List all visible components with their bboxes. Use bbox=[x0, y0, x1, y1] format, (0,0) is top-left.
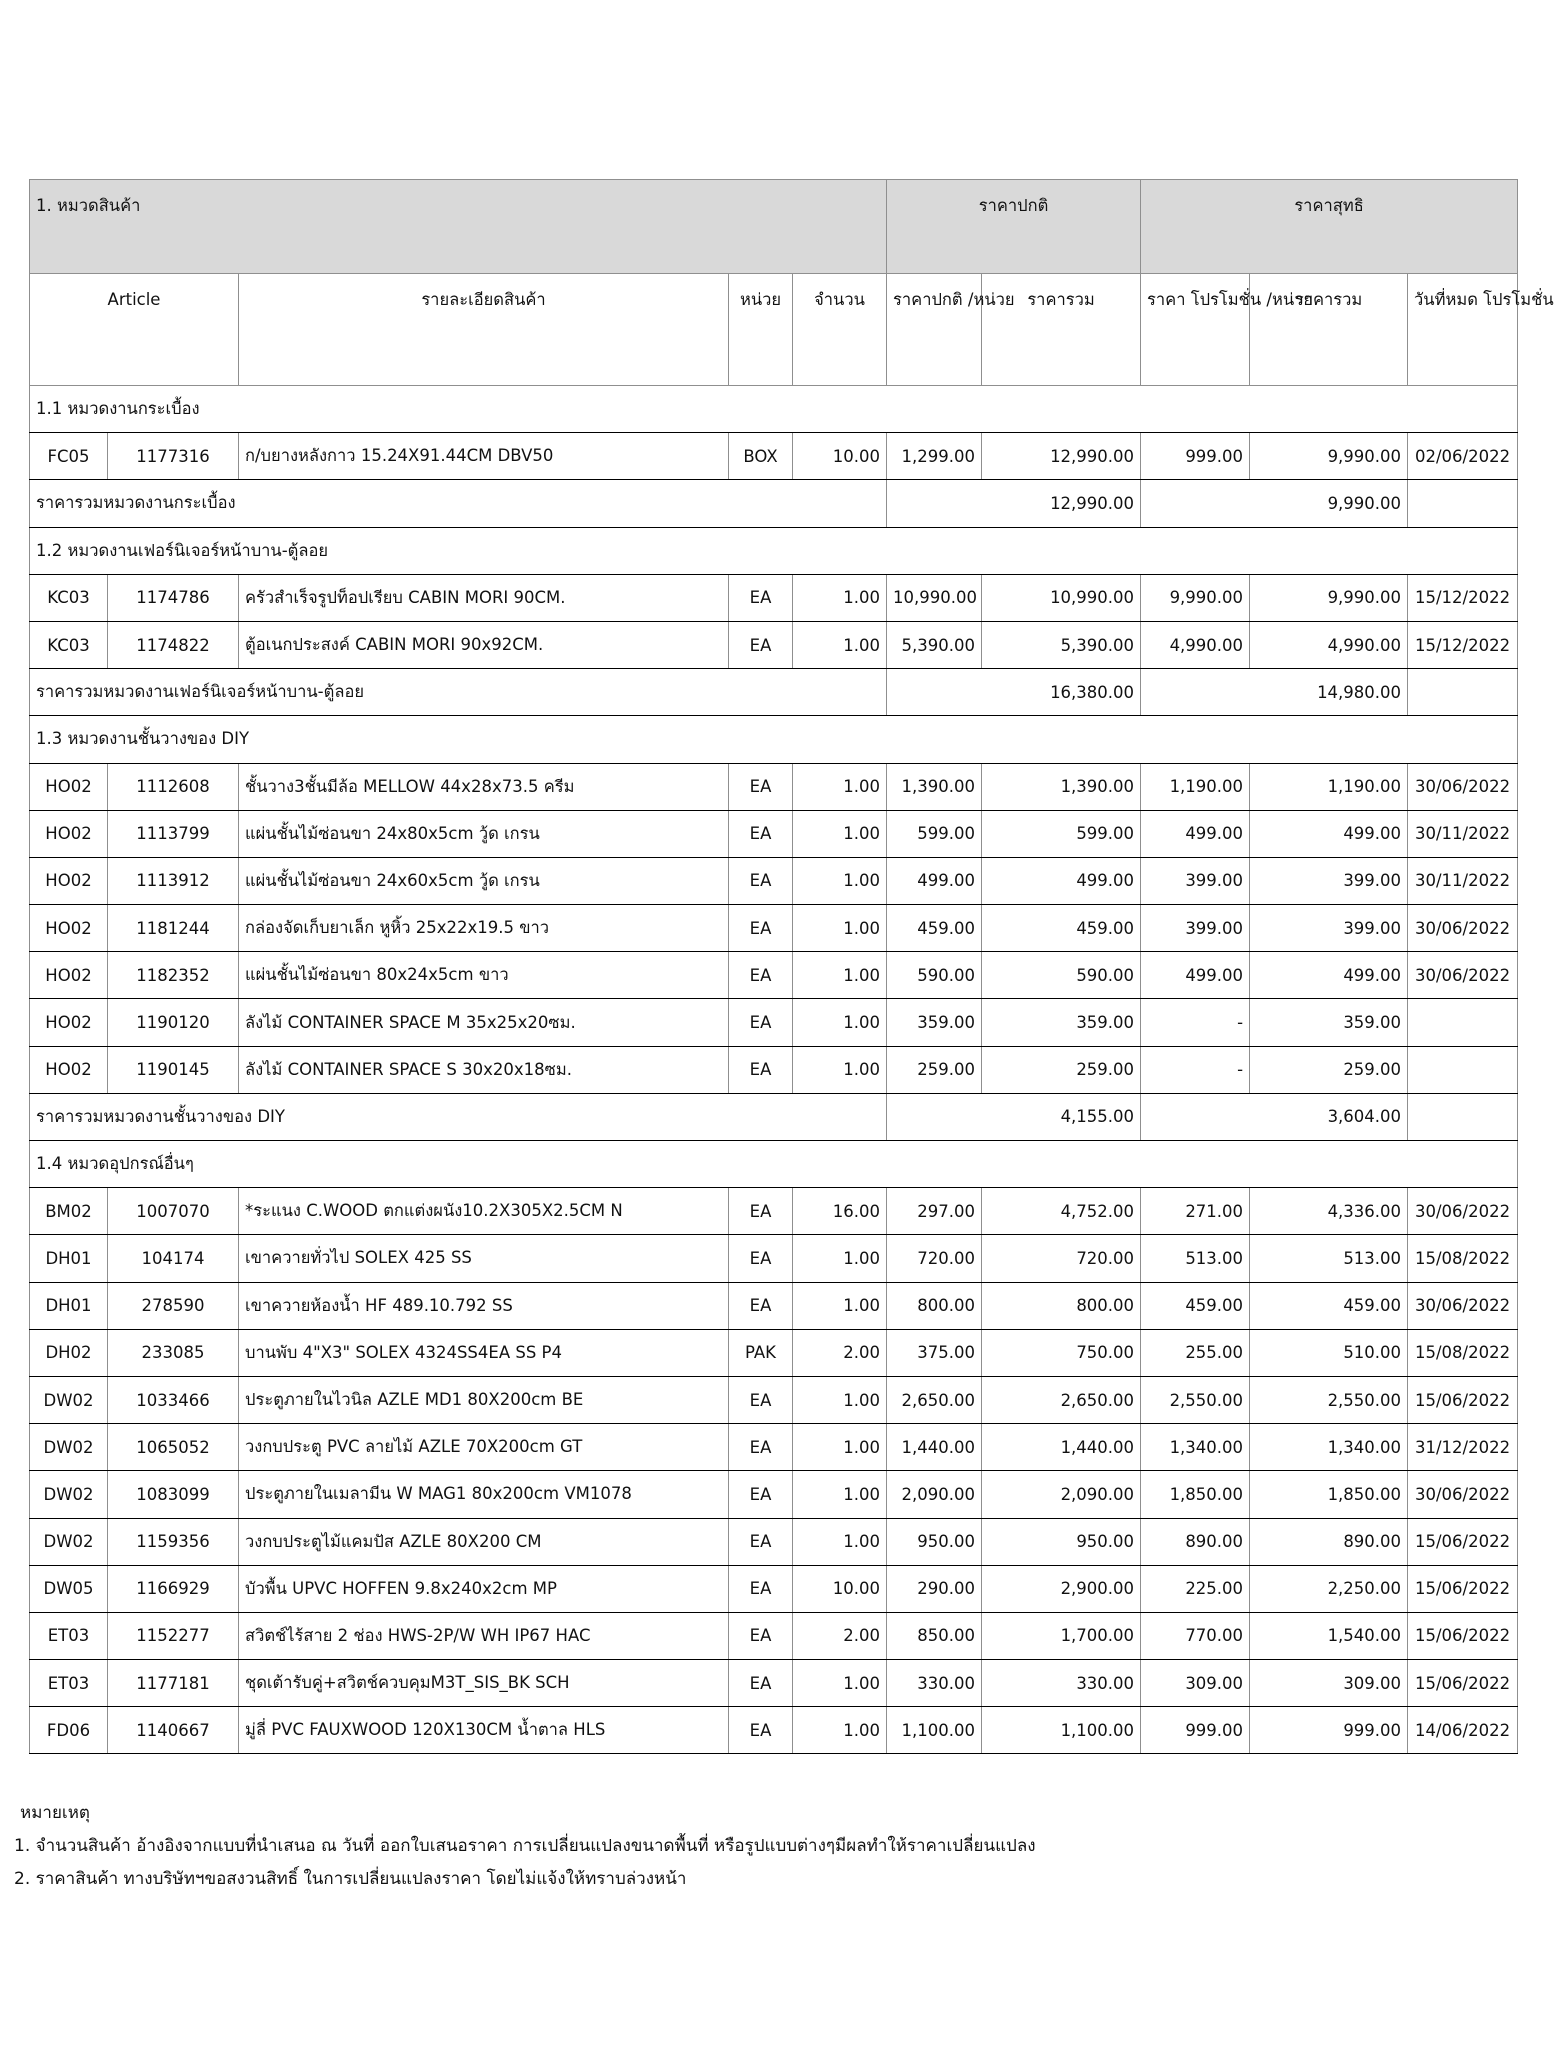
subtotal-empty bbox=[1408, 669, 1518, 716]
cell-total: 499.00 bbox=[982, 857, 1141, 904]
cell-total: 10,990.00 bbox=[982, 574, 1141, 621]
cell-promo-total: 510.00 bbox=[1250, 1329, 1408, 1376]
cell-total: 1,700.00 bbox=[982, 1612, 1141, 1659]
cell-article: 1152277 bbox=[108, 1612, 239, 1659]
cell-article: 1174786 bbox=[108, 574, 239, 621]
col-total-header: ราคารวม bbox=[982, 274, 1141, 386]
cell-promo-price: 890.00 bbox=[1141, 1518, 1250, 1565]
note-item: 1. จำนวนสินค้า อ้างอิงจากแบบที่นำเสนอ ณ วันที่ ออกใบเสนอราคา การเปลี่ยนแปลงขนาดพื้นที่ หรือรูปแบบต่างๆมีผลทำให้ราคาเปลี่ยนแปลง bbox=[14, 1836, 1036, 1856]
cell-unit-price: 499.00 bbox=[887, 857, 982, 904]
table-row bbox=[30, 1282, 1518, 1329]
cell-promo-total: 9,990.00 bbox=[1250, 574, 1408, 621]
cell-unit-price: 290.00 bbox=[887, 1565, 982, 1612]
cell-unit-price: 590.00 bbox=[887, 952, 982, 999]
col-qty-header: จำนวน bbox=[793, 274, 887, 386]
cell-qty: 10.00 bbox=[793, 1565, 887, 1612]
cell-unit-price: 2,650.00 bbox=[887, 1376, 982, 1423]
cell-description: ก/บยางหลังกาว 15.24X91.44CM DBV50 bbox=[239, 433, 729, 480]
cell-article: 1177316 bbox=[108, 433, 239, 480]
table-row bbox=[30, 763, 1518, 810]
col-promo-total-header: ราคารวม bbox=[1250, 274, 1408, 386]
cell-unit: EA bbox=[729, 952, 793, 999]
cell-description: แผ่นชั้นไม้ซ่อนขา 24x60x5cm วู้ด เกรน bbox=[239, 857, 729, 904]
cell-promo-end: 15/06/2022 bbox=[1408, 1518, 1518, 1565]
cell-promo-price: 513.00 bbox=[1141, 1235, 1250, 1282]
section-title: 1.4 หมวดอุปกรณ์อื่นๆ bbox=[30, 1141, 1518, 1188]
cell-article: 1174822 bbox=[108, 621, 239, 668]
section-header-row bbox=[30, 716, 1518, 763]
cell-unit: BOX bbox=[729, 433, 793, 480]
cell-promo-end bbox=[1408, 999, 1518, 1046]
cell-promo-end: 15/08/2022 bbox=[1408, 1329, 1518, 1376]
cell-article: 1140667 bbox=[108, 1707, 239, 1754]
cell-article: 1033466 bbox=[108, 1376, 239, 1423]
cell-group: HO02 bbox=[30, 810, 108, 857]
cell-promo-end: 15/12/2022 bbox=[1408, 574, 1518, 621]
cell-group: HO02 bbox=[30, 952, 108, 999]
cell-unit: EA bbox=[729, 1518, 793, 1565]
cell-unit: EA bbox=[729, 574, 793, 621]
cell-promo-end: 15/06/2022 bbox=[1408, 1565, 1518, 1612]
cell-unit: EA bbox=[729, 1376, 793, 1423]
table-row bbox=[30, 1707, 1518, 1754]
cell-group: HO02 bbox=[30, 999, 108, 1046]
cell-promo-price: 1,190.00 bbox=[1141, 763, 1250, 810]
cell-article: 1113799 bbox=[108, 810, 239, 857]
cell-description: มู่ลี่ PVC FAUXWOOD 120X130CM น้ำตาล HLS bbox=[239, 1707, 729, 1754]
subtotal-empty bbox=[1408, 1093, 1518, 1140]
table-row bbox=[30, 857, 1518, 904]
cell-qty: 1.00 bbox=[793, 1046, 887, 1093]
cell-qty: 1.00 bbox=[793, 905, 887, 952]
cell-promo-end: 15/06/2022 bbox=[1408, 1376, 1518, 1423]
cell-promo-total: 513.00 bbox=[1250, 1235, 1408, 1282]
cell-promo-price: 271.00 bbox=[1141, 1188, 1250, 1235]
cell-promo-end: 15/08/2022 bbox=[1408, 1235, 1518, 1282]
cell-qty: 1.00 bbox=[793, 1424, 887, 1471]
category-title: 1. หมวดสินค้า bbox=[30, 180, 887, 274]
cell-description: สวิตช์ไร้สาย 2 ช่อง HWS-2P/W WH IP67 HAC bbox=[239, 1612, 729, 1659]
cell-group: DH02 bbox=[30, 1329, 108, 1376]
cell-promo-price: 999.00 bbox=[1141, 1707, 1250, 1754]
table-row bbox=[30, 621, 1518, 668]
section-header-row bbox=[30, 1141, 1518, 1188]
cell-unit-price: 1,100.00 bbox=[887, 1707, 982, 1754]
cell-unit: EA bbox=[729, 621, 793, 668]
cell-description: *ระแนง C.WOOD ตกแต่งผนัง10.2X305X2.5CM N bbox=[239, 1188, 729, 1235]
cell-unit-price: 720.00 bbox=[887, 1235, 982, 1282]
cell-qty: 1.00 bbox=[793, 1518, 887, 1565]
cell-unit: EA bbox=[729, 1612, 793, 1659]
cell-promo-total: 890.00 bbox=[1250, 1518, 1408, 1565]
cell-unit: EA bbox=[729, 1046, 793, 1093]
cell-promo-price: 999.00 bbox=[1141, 433, 1250, 480]
subtotal-label: ราคารวมหมวดงานเฟอร์นิเจอร์หน้าบาน-ตู้ลอย bbox=[30, 669, 887, 716]
cell-promo-total: 1,190.00 bbox=[1250, 763, 1408, 810]
cell-qty: 1.00 bbox=[793, 810, 887, 857]
table-row bbox=[30, 1188, 1518, 1235]
cell-promo-end: 02/06/2022 bbox=[1408, 433, 1518, 480]
cell-description: ชั้นวาง3ชั้นมีล้อ MELLOW 44x28x73.5 ครีม bbox=[239, 763, 729, 810]
cell-qty: 1.00 bbox=[793, 574, 887, 621]
col-unit-header: หน่วย bbox=[729, 274, 793, 386]
cell-description: วงกบประตูไม้แคมปัส AZLE 80X200 CM bbox=[239, 1518, 729, 1565]
cell-promo-total: 4,990.00 bbox=[1250, 621, 1408, 668]
cell-promo-total: 1,340.00 bbox=[1250, 1424, 1408, 1471]
notes bbox=[14, 1797, 1036, 1896]
cell-group: DW02 bbox=[30, 1471, 108, 1518]
cell-unit-price: 375.00 bbox=[887, 1329, 982, 1376]
table-row bbox=[30, 1376, 1518, 1423]
cell-total: 12,990.00 bbox=[982, 433, 1141, 480]
cell-promo-price: 499.00 bbox=[1141, 810, 1250, 857]
cell-article: 1159356 bbox=[108, 1518, 239, 1565]
col-description-header: รายละเอียดสินค้า bbox=[239, 274, 729, 386]
cell-total: 750.00 bbox=[982, 1329, 1141, 1376]
cell-unit-price: 1,390.00 bbox=[887, 763, 982, 810]
subtotal-total: 12,990.00 bbox=[887, 480, 1141, 527]
cell-article: 1113912 bbox=[108, 857, 239, 904]
cell-article: 1166929 bbox=[108, 1565, 239, 1612]
subtotal-total: 16,380.00 bbox=[887, 669, 1141, 716]
cell-unit: EA bbox=[729, 810, 793, 857]
cell-description: ประตูภายในเมลามีน W MAG1 80x200cm VM1078 bbox=[239, 1471, 729, 1518]
cell-group: DW02 bbox=[30, 1424, 108, 1471]
cell-promo-end: 30/06/2022 bbox=[1408, 763, 1518, 810]
cell-article: 278590 bbox=[108, 1282, 239, 1329]
cell-article: 1182352 bbox=[108, 952, 239, 999]
subtotal-row bbox=[30, 1093, 1518, 1140]
cell-unit: EA bbox=[729, 1565, 793, 1612]
cell-group: DH01 bbox=[30, 1235, 108, 1282]
cell-total: 1,390.00 bbox=[982, 763, 1141, 810]
cell-unit: EA bbox=[729, 1660, 793, 1707]
table-row bbox=[30, 952, 1518, 999]
cell-total: 1,100.00 bbox=[982, 1707, 1141, 1754]
cell-promo-total: 9,990.00 bbox=[1250, 433, 1408, 480]
cell-total: 4,752.00 bbox=[982, 1188, 1141, 1235]
subtotal-empty bbox=[1408, 480, 1518, 527]
cell-group: DW02 bbox=[30, 1518, 108, 1565]
cell-total: 590.00 bbox=[982, 952, 1141, 999]
col-article-header: Article bbox=[30, 274, 239, 386]
quotation-table bbox=[29, 179, 1554, 1754]
cell-promo-total: 1,540.00 bbox=[1250, 1612, 1408, 1659]
cell-unit: EA bbox=[729, 1188, 793, 1235]
table-row bbox=[30, 1565, 1518, 1612]
cell-group: ET03 bbox=[30, 1612, 108, 1659]
table-row bbox=[30, 1235, 1518, 1282]
cell-article: 1007070 bbox=[108, 1188, 239, 1235]
cell-group: DW02 bbox=[30, 1376, 108, 1423]
cell-total: 950.00 bbox=[982, 1518, 1141, 1565]
cell-article: 1083099 bbox=[108, 1471, 239, 1518]
cell-qty: 1.00 bbox=[793, 999, 887, 1046]
subtotal-row bbox=[30, 480, 1518, 527]
cell-unit-price: 1,440.00 bbox=[887, 1424, 982, 1471]
note-item: 2. ราคาสินค้า ทางบริษัทฯขอสงวนสิทธิ์ ในการเปลี่ยนแปลงราคา โดยไม่แจ้งให้ทราบล่วงหน้า bbox=[14, 1869, 687, 1889]
cell-description: แผ่นชั้นไม้ซ่อนขา 24x80x5cm วู้ด เกรน bbox=[239, 810, 729, 857]
cell-group: HO02 bbox=[30, 1046, 108, 1093]
cell-unit: EA bbox=[729, 857, 793, 904]
cell-promo-price: 1,340.00 bbox=[1141, 1424, 1250, 1471]
cell-unit-price: 459.00 bbox=[887, 905, 982, 952]
cell-unit: EA bbox=[729, 1471, 793, 1518]
cell-promo-end: 30/06/2022 bbox=[1408, 1471, 1518, 1518]
cell-promo-price: 2,550.00 bbox=[1141, 1376, 1250, 1423]
cell-promo-total: 399.00 bbox=[1250, 905, 1408, 952]
cell-description: เขาควายห้องน้ำ HF 489.10.792 SS bbox=[239, 1282, 729, 1329]
cell-description: ครัวสำเร็จรูปท็อปเรียบ CABIN MORI 90CM. bbox=[239, 574, 729, 621]
cell-promo-price: - bbox=[1141, 1046, 1250, 1093]
cell-unit: PAK bbox=[729, 1329, 793, 1376]
cell-promo-total: 4,336.00 bbox=[1250, 1188, 1408, 1235]
cell-promo-total: 2,550.00 bbox=[1250, 1376, 1408, 1423]
section-title: 1.2 หมวดงานเฟอร์นิเจอร์หน้าบาน-ตู้ลอย bbox=[30, 527, 1518, 574]
cell-group: KC03 bbox=[30, 621, 108, 668]
cell-group: HO02 bbox=[30, 857, 108, 904]
subtotal-promo-total: 14,980.00 bbox=[1141, 669, 1408, 716]
cell-total: 2,090.00 bbox=[982, 1471, 1141, 1518]
cell-unit-price: 359.00 bbox=[887, 999, 982, 1046]
cell-promo-total: 399.00 bbox=[1250, 857, 1408, 904]
cell-promo-price: 225.00 bbox=[1141, 1565, 1250, 1612]
cell-group: DH01 bbox=[30, 1282, 108, 1329]
cell-promo-end: 15/06/2022 bbox=[1408, 1612, 1518, 1659]
cell-promo-total: 359.00 bbox=[1250, 999, 1408, 1046]
cell-promo-total: 499.00 bbox=[1250, 810, 1408, 857]
cell-total: 459.00 bbox=[982, 905, 1141, 952]
cell-group: HO02 bbox=[30, 905, 108, 952]
cell-qty: 10.00 bbox=[793, 433, 887, 480]
cell-group: ET03 bbox=[30, 1660, 108, 1707]
col-unit-price-header: ราคาปกติ /หน่วย bbox=[887, 274, 982, 386]
cell-promo-price: - bbox=[1141, 999, 1250, 1046]
cell-promo-end: 30/06/2022 bbox=[1408, 1282, 1518, 1329]
cell-total: 259.00 bbox=[982, 1046, 1141, 1093]
cell-article: 104174 bbox=[108, 1235, 239, 1282]
cell-qty: 16.00 bbox=[793, 1188, 887, 1235]
net-price-group-header: ราคาสุทธิ bbox=[1141, 180, 1518, 274]
cell-unit-price: 950.00 bbox=[887, 1518, 982, 1565]
cell-description: ชุดเต้ารับคู่+สวิตช์ควบคุมM3T_SIS_BK SCH bbox=[239, 1660, 729, 1707]
cell-promo-total: 259.00 bbox=[1250, 1046, 1408, 1093]
table-row bbox=[30, 905, 1518, 952]
cell-unit-price: 297.00 bbox=[887, 1188, 982, 1235]
cell-description: ลังไม้ CONTAINER SPACE M 35x25x20ซม. bbox=[239, 999, 729, 1046]
cell-unit: EA bbox=[729, 763, 793, 810]
cell-unit-price: 10,990.00 bbox=[887, 574, 982, 621]
cell-promo-price: 255.00 bbox=[1141, 1329, 1250, 1376]
cell-total: 2,650.00 bbox=[982, 1376, 1141, 1423]
cell-promo-total: 499.00 bbox=[1250, 952, 1408, 999]
cell-promo-end: 15/06/2022 bbox=[1408, 1660, 1518, 1707]
cell-promo-price: 1,850.00 bbox=[1141, 1471, 1250, 1518]
cell-qty: 2.00 bbox=[793, 1329, 887, 1376]
cell-promo-end: 30/11/2022 bbox=[1408, 810, 1518, 857]
cell-qty: 1.00 bbox=[793, 1282, 887, 1329]
table-row bbox=[30, 1046, 1518, 1093]
cell-promo-end: 30/06/2022 bbox=[1408, 952, 1518, 999]
cell-unit-price: 259.00 bbox=[887, 1046, 982, 1093]
table-row bbox=[30, 999, 1518, 1046]
table-row bbox=[30, 433, 1518, 480]
cell-group: BM02 bbox=[30, 1188, 108, 1235]
cell-promo-end: 31/12/2022 bbox=[1408, 1424, 1518, 1471]
cell-promo-end: 14/06/2022 bbox=[1408, 1707, 1518, 1754]
table-row bbox=[30, 1660, 1518, 1707]
section-title: 1.1 หมวดงานกระเบื้อง bbox=[30, 386, 1518, 433]
cell-unit: EA bbox=[729, 1707, 793, 1754]
section-title: 1.3 หมวดงานชั้นวางของ DIY bbox=[30, 716, 1518, 763]
cell-article: 233085 bbox=[108, 1329, 239, 1376]
cell-unit-price: 599.00 bbox=[887, 810, 982, 857]
cell-promo-price: 4,990.00 bbox=[1141, 621, 1250, 668]
cell-group: FC05 bbox=[30, 433, 108, 480]
normal-price-group-header: ราคาปกติ bbox=[887, 180, 1141, 274]
cell-description: ตู้อเนกประสงค์ CABIN MORI 90x92CM. bbox=[239, 621, 729, 668]
cell-unit: EA bbox=[729, 905, 793, 952]
cell-group: HO02 bbox=[30, 763, 108, 810]
subtotal-promo-total: 3,604.00 bbox=[1141, 1093, 1408, 1140]
cell-promo-price: 770.00 bbox=[1141, 1612, 1250, 1659]
table-row bbox=[30, 1612, 1518, 1659]
cell-total: 1,440.00 bbox=[982, 1424, 1141, 1471]
column-header-row bbox=[30, 274, 1518, 386]
table-row bbox=[30, 1471, 1518, 1518]
cell-unit: EA bbox=[729, 999, 793, 1046]
cell-promo-price: 9,990.00 bbox=[1141, 574, 1250, 621]
cell-description: บัวพื้น UPVC HOFFEN 9.8x240x2cm MP bbox=[239, 1565, 729, 1612]
cell-total: 720.00 bbox=[982, 1235, 1141, 1282]
header-group-row bbox=[30, 180, 1518, 274]
cell-qty: 1.00 bbox=[793, 1471, 887, 1518]
table-row bbox=[30, 574, 1518, 621]
cell-description: บานพับ 4"X3" SOLEX 4324SS4EA SS P4 bbox=[239, 1329, 729, 1376]
cell-total: 359.00 bbox=[982, 999, 1141, 1046]
cell-promo-total: 2,250.00 bbox=[1250, 1565, 1408, 1612]
cell-group: FD06 bbox=[30, 1707, 108, 1754]
cell-promo-total: 1,850.00 bbox=[1250, 1471, 1408, 1518]
cell-promo-price: 309.00 bbox=[1141, 1660, 1250, 1707]
cell-qty: 2.00 bbox=[793, 1612, 887, 1659]
cell-description: กล่องจัดเก็บยาเล็ก หูหิ้ว 25x22x19.5 ขาว bbox=[239, 905, 729, 952]
cell-article: 1112608 bbox=[108, 763, 239, 810]
subtotal-promo-total: 9,990.00 bbox=[1141, 480, 1408, 527]
cell-total: 599.00 bbox=[982, 810, 1141, 857]
cell-qty: 1.00 bbox=[793, 1376, 887, 1423]
cell-description: วงกบประตู PVC ลายไม้ AZLE 70X200cm GT bbox=[239, 1424, 729, 1471]
cell-description: เขาควายทั่วไป SOLEX 425 SS bbox=[239, 1235, 729, 1282]
cell-total: 2,900.00 bbox=[982, 1565, 1141, 1612]
cell-promo-price: 499.00 bbox=[1141, 952, 1250, 999]
table-row bbox=[30, 1329, 1518, 1376]
cell-promo-end bbox=[1408, 1046, 1518, 1093]
col-promo-end-header: วันที่หมด โปรโมชั่น bbox=[1408, 274, 1518, 386]
cell-article: 1181244 bbox=[108, 905, 239, 952]
subtotal-row bbox=[30, 669, 1518, 716]
subtotal-total: 4,155.00 bbox=[887, 1093, 1141, 1140]
cell-unit: EA bbox=[729, 1424, 793, 1471]
cell-qty: 1.00 bbox=[793, 1235, 887, 1282]
cell-article: 1065052 bbox=[108, 1424, 239, 1471]
cell-promo-total: 459.00 bbox=[1250, 1282, 1408, 1329]
cell-description: ลังไม้ CONTAINER SPACE S 30x20x18ซม. bbox=[239, 1046, 729, 1093]
cell-unit-price: 850.00 bbox=[887, 1612, 982, 1659]
cell-total: 800.00 bbox=[982, 1282, 1141, 1329]
table-row bbox=[30, 1424, 1518, 1471]
cell-unit: EA bbox=[729, 1235, 793, 1282]
cell-description: ประตูภายในไวนิล AZLE MD1 80X200cm BE bbox=[239, 1376, 729, 1423]
table-row bbox=[30, 810, 1518, 857]
cell-promo-end: 30/11/2022 bbox=[1408, 857, 1518, 904]
cell-article: 1190120 bbox=[108, 999, 239, 1046]
cell-promo-end: 30/06/2022 bbox=[1408, 905, 1518, 952]
cell-qty: 1.00 bbox=[793, 1707, 887, 1754]
cell-promo-total: 999.00 bbox=[1250, 1707, 1408, 1754]
subtotal-label: ราคารวมหมวดงานชั้นวางของ DIY bbox=[30, 1093, 887, 1140]
cell-qty: 1.00 bbox=[793, 1660, 887, 1707]
cell-group: KC03 bbox=[30, 574, 108, 621]
cell-promo-end: 30/06/2022 bbox=[1408, 1188, 1518, 1235]
section-header-row bbox=[30, 527, 1518, 574]
cell-promo-price: 459.00 bbox=[1141, 1282, 1250, 1329]
cell-unit-price: 2,090.00 bbox=[887, 1471, 982, 1518]
cell-group: DW05 bbox=[30, 1565, 108, 1612]
cell-article: 1177181 bbox=[108, 1660, 239, 1707]
cell-article: 1190145 bbox=[108, 1046, 239, 1093]
cell-unit-price: 800.00 bbox=[887, 1282, 982, 1329]
cell-unit: EA bbox=[729, 1282, 793, 1329]
notes-title: หมายเหตุ bbox=[20, 1803, 90, 1823]
cell-qty: 1.00 bbox=[793, 763, 887, 810]
cell-promo-total: 309.00 bbox=[1250, 1660, 1408, 1707]
cell-unit-price: 330.00 bbox=[887, 1660, 982, 1707]
subtotal-label: ราคารวมหมวดงานกระเบื้อง bbox=[30, 480, 887, 527]
cell-unit-price: 1,299.00 bbox=[887, 433, 982, 480]
section-header-row bbox=[30, 386, 1518, 433]
cell-promo-price: 399.00 bbox=[1141, 857, 1250, 904]
cell-total: 330.00 bbox=[982, 1660, 1141, 1707]
cell-qty: 1.00 bbox=[793, 621, 887, 668]
cell-promo-end: 15/12/2022 bbox=[1408, 621, 1518, 668]
cell-qty: 1.00 bbox=[793, 857, 887, 904]
cell-promo-price: 399.00 bbox=[1141, 905, 1250, 952]
cell-description: แผ่นชั้นไม้ซ่อนขา 80x24x5cm ขาว bbox=[239, 952, 729, 999]
cell-total: 5,390.00 bbox=[982, 621, 1141, 668]
table-row bbox=[30, 1518, 1518, 1565]
cell-unit-price: 5,390.00 bbox=[887, 621, 982, 668]
col-promo-price-header: ราคา โปรโมชั่น /หน่วย bbox=[1141, 274, 1250, 386]
cell-qty: 1.00 bbox=[793, 952, 887, 999]
